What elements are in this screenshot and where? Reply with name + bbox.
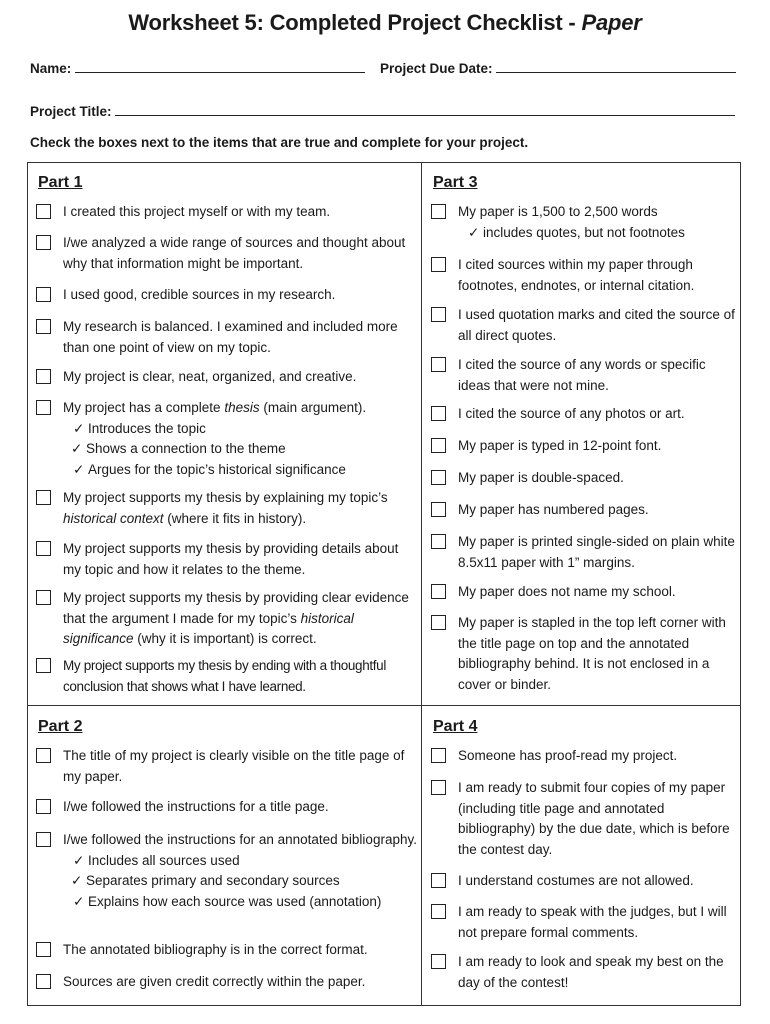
item-text: I created this project myself or with my team. (63, 204, 331, 219)
checkbox[interactable] (36, 942, 51, 957)
part-3-item-8 (431, 500, 739, 521)
check-mark-icon: ✓ (73, 852, 85, 868)
due-date-label: Project Due Date: (380, 61, 493, 76)
checkbox[interactable] (36, 490, 51, 505)
checkbox[interactable] (431, 204, 446, 219)
checkbox[interactable] (36, 832, 51, 847)
name-label: Name: (30, 61, 72, 76)
part-4-heading: Part 4 (433, 718, 478, 735)
text-segment: My project supports my thesis by providing clear evidence that the argument I made for my topic’s (63, 590, 409, 626)
instructions: Check the boxes next to the items that are true and complete for your project. (30, 135, 529, 150)
item-text: My project supports my thesis by ending with a thoughtful conclusion that shows what I have learned. (63, 658, 386, 694)
text-segment: My paper is 1,500 to 2,500 words (458, 204, 658, 219)
sub-item-text: Introduces the topic (88, 420, 206, 436)
item-text: I am ready to submit four copies of my paper (including title page and annotated bibliography) by the due date, which is before the contest day. (458, 780, 730, 857)
item-text: My paper does not name my school. (458, 584, 676, 599)
checkbox[interactable] (36, 369, 51, 384)
item-text: I cited the source of any words or specific ideas that were not mine. (458, 357, 706, 393)
due-date-line[interactable] (496, 60, 736, 73)
item-text: I cited sources within my paper through footnotes, endnotes, or internal citation. (458, 257, 695, 293)
part-3-item-9 (431, 532, 739, 573)
item-text: My paper is double-spaced. (458, 470, 624, 485)
part-2-heading: Part 2 (38, 718, 83, 735)
title-emphasis: Paper (581, 10, 642, 35)
item-text: Someone has proof-read my project. (458, 748, 678, 763)
part-4-item-1 (431, 746, 739, 767)
item-text: The title of my project is clearly visible on the title page of my paper. (63, 748, 405, 784)
part-3-item-4 (431, 355, 739, 396)
part-1-item-5 (36, 367, 419, 388)
part-1-item-8 (36, 539, 419, 580)
item-text: I am ready to speak with the judges, but I will not prepare formal comments. (458, 904, 727, 940)
item-text: I used good, credible sources in my research. (63, 287, 336, 302)
item-text (63, 830, 419, 912)
text-emphasis: thesis (224, 400, 260, 415)
due-date-field (380, 60, 736, 76)
text-segment: (why it is important) is correct. (133, 631, 317, 646)
part-3-item-1 (431, 202, 739, 243)
item-text (63, 398, 419, 480)
item-text: My research is balanced. I examined and included more than one point of view on my topic. (63, 319, 398, 355)
checkbox[interactable] (431, 257, 446, 272)
part-1-item-9 (36, 588, 419, 650)
part-2-item-3 (36, 830, 419, 912)
checkbox[interactable] (431, 357, 446, 372)
item-text: My project is clear, neat, organized, and creative. (63, 369, 357, 384)
part-3-heading: Part 3 (433, 174, 478, 191)
sub-item (63, 419, 419, 440)
item-text: My paper is typed in 12-point font. (458, 438, 662, 453)
part-1-item-2 (36, 233, 419, 274)
item-text: My project supports my thesis by providing details about my topic and how it relates to the theme. (63, 541, 399, 577)
checkbox[interactable] (36, 319, 51, 334)
part-3-item-2 (431, 255, 739, 296)
item-text (63, 588, 419, 650)
text-emphasis: historical significance (63, 610, 354, 646)
sub-item (63, 439, 419, 460)
sub-item-text: Separates primary and secondary sources (86, 873, 340, 888)
checkbox[interactable] (431, 748, 446, 763)
checkbox[interactable] (36, 541, 51, 556)
item-text: My paper is printed single-sided on plain white 8.5x11 paper with 1” margins. (458, 534, 735, 570)
part-3-item-10 (431, 582, 739, 603)
checkbox[interactable] (36, 235, 51, 250)
checkbox[interactable] (431, 307, 446, 322)
sub-item-text: Argues for the topic’s historical significance (88, 461, 346, 477)
checkbox[interactable] (36, 974, 51, 989)
sub-item (458, 223, 739, 244)
part-1-item-3 (36, 285, 419, 306)
part-4-item-5 (431, 952, 739, 993)
checkbox[interactable] (36, 204, 51, 219)
sub-item (63, 460, 419, 481)
text-segment: My project has a complete (63, 400, 225, 415)
sub-item-text: Includes all sources used (88, 852, 240, 868)
part-3-item-7 (431, 468, 739, 489)
sub-item-text: Shows a connection to the theme (86, 441, 286, 456)
checkbox[interactable] (36, 590, 51, 605)
item-text: I am ready to look and speak my best on the day of the contest! (458, 954, 724, 990)
checkbox[interactable] (431, 584, 446, 599)
name-line[interactable] (75, 60, 365, 73)
checkbox[interactable] (431, 954, 446, 969)
text-emphasis: historical context (63, 510, 164, 526)
item-text: I cited the source of any photos or art. (458, 406, 685, 421)
checkbox[interactable] (36, 799, 51, 814)
text-segment: I/we followed the instructions for an annotated bibliography. (63, 832, 417, 847)
checkbox[interactable] (431, 904, 446, 919)
text-segment: (where it fits in history). (163, 510, 307, 526)
part-4-item-2 (431, 778, 739, 860)
checkbox[interactable] (431, 438, 446, 453)
checklist-grid (27, 162, 741, 1006)
checkbox[interactable] (36, 658, 51, 673)
item-text: Sources are given credit correctly within the paper. (63, 974, 366, 989)
item-text: The annotated bibliography is in the correct format. (63, 942, 368, 957)
part-2-item-2 (36, 797, 419, 818)
text-segment: (main argument). (259, 400, 367, 415)
column-divider (421, 163, 422, 1005)
checkbox[interactable] (36, 287, 51, 302)
part-1-item-6 (36, 398, 419, 480)
item-text (63, 488, 419, 529)
check-mark-icon: ✓ (71, 441, 83, 456)
text-segment: My project supports my thesis by explaining my topic’s (63, 490, 388, 505)
item-text: My paper has numbered pages. (458, 502, 649, 517)
check-mark-icon: ✓ (73, 420, 85, 436)
item-text: My paper is stapled in the top left corner with the title page on top and the annotated bibliography behind. It is not enclosed in a cover or binder. (458, 615, 726, 692)
sub-item (63, 851, 419, 872)
part-2-item-1 (36, 746, 419, 787)
checkbox[interactable] (431, 780, 446, 795)
part-1-item-7 (36, 488, 419, 529)
checkbox[interactable] (431, 873, 446, 888)
checkbox[interactable] (431, 534, 446, 549)
checkbox[interactable] (431, 615, 446, 630)
check-mark-icon: ✓ (73, 461, 85, 477)
part-4-item-4 (431, 902, 739, 943)
sub-item (63, 892, 419, 913)
part-3-item-5 (431, 404, 739, 425)
item-text (458, 202, 739, 243)
part-1-heading: Part 1 (38, 174, 83, 191)
item-text: I/we analyzed a wide range of sources and thought about why that information might be important. (63, 235, 406, 271)
part-4-item-3 (431, 871, 739, 892)
check-mark-icon: ✓ (468, 224, 480, 240)
checkbox[interactable] (431, 502, 446, 517)
item-text: I used quotation marks and cited the source of all direct quotes. (458, 307, 735, 343)
part-2-item-4 (36, 940, 419, 961)
worksheet-title (0, 10, 770, 36)
sub-item-text: Explains how each source was used (annotation) (88, 893, 382, 909)
row-divider (28, 705, 740, 706)
title-text: Worksheet 5: Completed Project Checklist - (128, 10, 582, 35)
sub-item-text: includes quotes, but not footnotes (483, 224, 685, 240)
part-1-item-10 (36, 656, 419, 697)
item-text: I/we followed the instructions for a title page. (63, 799, 329, 814)
checkbox[interactable] (431, 406, 446, 421)
project-title-line[interactable] (115, 103, 735, 116)
part-3-item-11 (431, 613, 739, 695)
item-text: I understand costumes are not allowed. (458, 873, 694, 888)
checkbox[interactable] (431, 470, 446, 485)
part-2-item-5 (36, 972, 419, 993)
part-1-item-4 (36, 317, 419, 358)
name-field (30, 60, 365, 76)
checkbox[interactable] (36, 748, 51, 763)
part-1-item-1 (36, 202, 419, 223)
sub-item (63, 871, 419, 892)
project-title-label: Project Title: (30, 104, 112, 119)
project-title-field (30, 103, 735, 119)
part-3-item-3 (431, 305, 739, 346)
check-mark-icon: ✓ (71, 873, 83, 888)
part-3-item-6 (431, 436, 739, 457)
check-mark-icon: ✓ (73, 893, 85, 909)
checkbox[interactable] (36, 400, 51, 415)
